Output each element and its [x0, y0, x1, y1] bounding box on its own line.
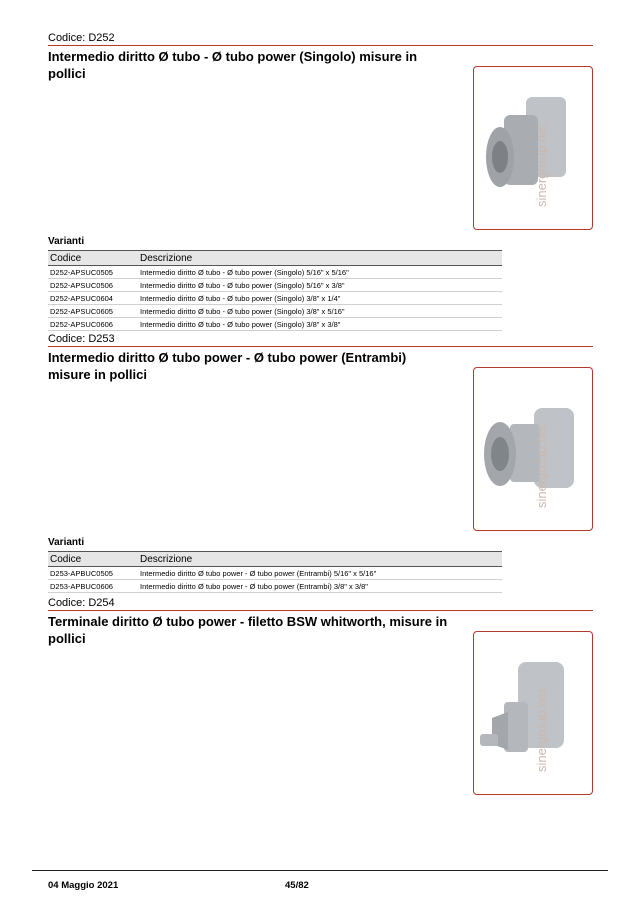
variants-table-d253: [48, 551, 502, 593]
product-image-d254: [473, 631, 593, 795]
column-header-code: Codice: [48, 552, 138, 567]
column-header-description: Descrizione: [138, 251, 502, 266]
section-code-d253: Codice: D253: [48, 333, 593, 347]
product-image-d252: [473, 66, 593, 230]
row-code: D252-APSUC0506: [48, 279, 138, 292]
row-description: Intermedio diritto Ø tubo - Ø tubo power (Singolo) 5/16" x 5/16": [138, 266, 502, 279]
row-description: Intermedio diritto Ø tubo - Ø tubo power (Singolo) 5/16" x 3/8": [138, 279, 502, 292]
row-code: D253-APBUC0606: [48, 580, 138, 593]
section-code-d252: Codice: D252: [48, 32, 593, 46]
varianti-label: Varianti: [48, 537, 85, 548]
watermark-text: sinergroup.net: [534, 123, 549, 207]
section-title-d254: Terminale diritto Ø tubo power - filetto BSW whitworth, misure in pollici: [48, 614, 448, 646]
table-row: [48, 266, 502, 279]
variants-table-d252: [48, 250, 502, 331]
footer-date: 04 Maggio 2021: [48, 880, 119, 891]
row-description: Intermedio diritto Ø tubo - Ø tubo power (Singolo) 3/8" x 3/8": [138, 318, 502, 331]
row-description: Intermedio diritto Ø tubo power - Ø tubo power (Entrambi) 3/8" x 3/8": [138, 580, 502, 593]
row-description: Intermedio diritto Ø tubo - Ø tubo power (Singolo) 3/8" x 1/4": [138, 292, 502, 305]
table-row: [48, 580, 502, 593]
footer-divider: [32, 870, 608, 871]
watermark-text: sinergroup.net: [534, 424, 549, 508]
row-code: D252-APSUC0606: [48, 318, 138, 331]
row-code: D252-APSUC0605: [48, 305, 138, 318]
row-code: D252-APSUC0505: [48, 266, 138, 279]
watermark-text: sinergroup.net: [534, 688, 549, 772]
page-number: 45/82: [285, 880, 309, 891]
product-image-d253: [473, 367, 593, 531]
row-description: Intermedio diritto Ø tubo power - Ø tubo power (Entrambi) 5/16" x 5/16": [138, 567, 502, 580]
table-row: [48, 305, 502, 318]
varianti-label: Varianti: [48, 236, 85, 247]
table-row: [48, 292, 502, 305]
table-row: [48, 567, 502, 580]
table-row: [48, 318, 502, 331]
section-title-d252: Intermedio diritto Ø tubo - Ø tubo power (Singolo) misure in pollici: [48, 49, 418, 81]
section-title-d253: Intermedio diritto Ø tubo power - Ø tubo power (Entrambi) misure in pollici: [48, 350, 407, 382]
row-code: D252-APSUC0604: [48, 292, 138, 305]
row-description: Intermedio diritto Ø tubo - Ø tubo power (Singolo) 3/8" x 5/16": [138, 305, 502, 318]
column-header-code: Codice: [48, 251, 138, 266]
column-header-description: Descrizione: [138, 552, 502, 567]
row-code: D253-APBUC0505: [48, 567, 138, 580]
section-code-d254: Codice: D254: [48, 597, 593, 611]
table-row: [48, 279, 502, 292]
